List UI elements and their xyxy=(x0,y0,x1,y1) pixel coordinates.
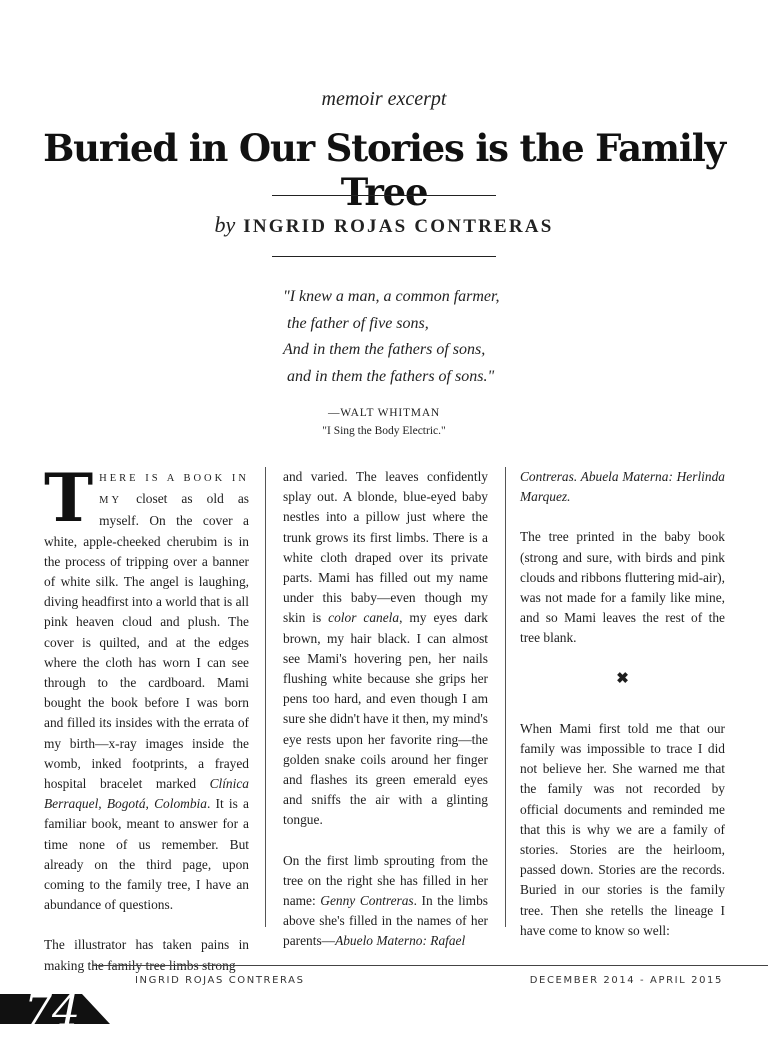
body-paragraph xyxy=(520,467,725,507)
body-column-3 xyxy=(520,467,725,961)
body-text: , my eyes dark brown, my hair black. I can almost see Mami's hovering pen, her nails flushing white because she grips her pens too hard, and even though I am sure she didn't have it then, my mind's eye rests upon her favorite ring—the golden snake coils around her finger and flashes its green emerald eyes and sniffs the air with a glinting tongue. xyxy=(283,610,489,828)
epigraph-source: "I Sing the Body Electric." xyxy=(322,425,446,437)
section-kicker: memoir excerpt xyxy=(321,88,447,110)
body-paragraph: The tree printed in the baby book (strong and sure, with birds and pink clouds and ribbons fluttering mid-air), was not made for a family like mine, and so Mami leaves the rest of the tree blank. xyxy=(520,529,725,646)
epigraph-line: the father of five sons, xyxy=(287,314,429,332)
body-text: closet as old as myself. On the cover a white, apple-cheeked cherubim is in the process of tripping over a banner of white silk. The angel is laughing, diving headfirst into a world that is all pink heaven cloud and plush. The cover is quilted, and at the edges where the cloth has worn I can see through to the cardboard. Mami bought the book before I was born and filled its insides with the errata of my birth—x-ray images inside the womb, inked footprints, a frayed hospital bracelet marked xyxy=(44,491,249,792)
byline-by: by xyxy=(214,212,236,237)
body-italic: Contreras. Abuela Materna: Herlinda Marquez. xyxy=(520,469,725,505)
title-divider-top xyxy=(272,195,496,196)
epigraph-poem xyxy=(283,284,499,390)
byline xyxy=(0,212,768,238)
epigraph-line: and in them the fathers of sons." xyxy=(287,367,495,385)
title-divider-bottom xyxy=(272,256,496,257)
column-divider xyxy=(505,467,506,927)
epigraph-line: And in them the fathers of sons, xyxy=(283,341,486,358)
epigraph-line: "I knew a man, a common farmer, xyxy=(283,288,500,305)
footer-issue-date: DECEMBER 2014 - APRIL 2015 xyxy=(529,975,723,986)
body-text: . It is a familiar book, meant to answer for a time none of us remember. But already on the third page, upon coming to the family tree, I have an abundance of questions. xyxy=(44,796,249,913)
body-column-2 xyxy=(283,467,488,972)
body-paragraph xyxy=(283,467,488,831)
section-break-ornament: ✖ xyxy=(616,670,629,687)
body-paragraph xyxy=(44,459,249,915)
page-number: 74 xyxy=(24,986,80,1037)
body-paragraph: The illustrator has taken pains in making the family tree limbs strong xyxy=(44,937,249,973)
body-italic: Abuelo Materno: Rafael xyxy=(335,933,466,949)
lead-in-smallcaps: HERE IS A BOOK IN MY xyxy=(99,473,249,507)
body-paragraph xyxy=(283,851,488,952)
column-divider xyxy=(265,467,266,927)
body-paragraph: When Mami first told me that our family was impossible to trace I did not believe her. She warned me that the family was not recorded by official documents and reminded me that this is why we are a family of stories. Stories are the heirloom, passed down. Stories are the records. Buried in our stories is the family tree. Then she retells the lineage I have come to know so well: xyxy=(520,720,725,938)
body-text: and varied. The leaves confidently splay out. A blonde, blue-eyed baby nestles into a pillow just where the trunk grows its first limbs. There is a white cloth draped over its private parts. Mami has filled out my name under this baby—even though my skin is xyxy=(283,469,488,626)
body-text: . In the limbs above she's filled in the names of her parents— xyxy=(283,893,488,949)
epigraph-attribution xyxy=(0,404,768,440)
body-italic: Genny Contreras xyxy=(320,893,414,909)
body-column-1 xyxy=(44,459,249,996)
epigraph-author: —WALT WHITMAN xyxy=(327,407,441,419)
footer-rule xyxy=(92,965,768,966)
body-italic: color canela xyxy=(328,610,400,626)
drop-cap: T xyxy=(44,459,94,537)
body-italic: Clínica Berraquel, Bogotá, Colombia xyxy=(44,776,249,812)
body-text: On the first limb sprouting from the tree on the right she has filled in her name: xyxy=(283,852,488,909)
article-title: Buried in Our Stories is the Family Tree xyxy=(43,126,725,214)
footer-author: INGRID ROJAS CONTRERAS xyxy=(135,975,305,986)
author-name: INGRID ROJAS CONTRERAS xyxy=(243,216,554,237)
